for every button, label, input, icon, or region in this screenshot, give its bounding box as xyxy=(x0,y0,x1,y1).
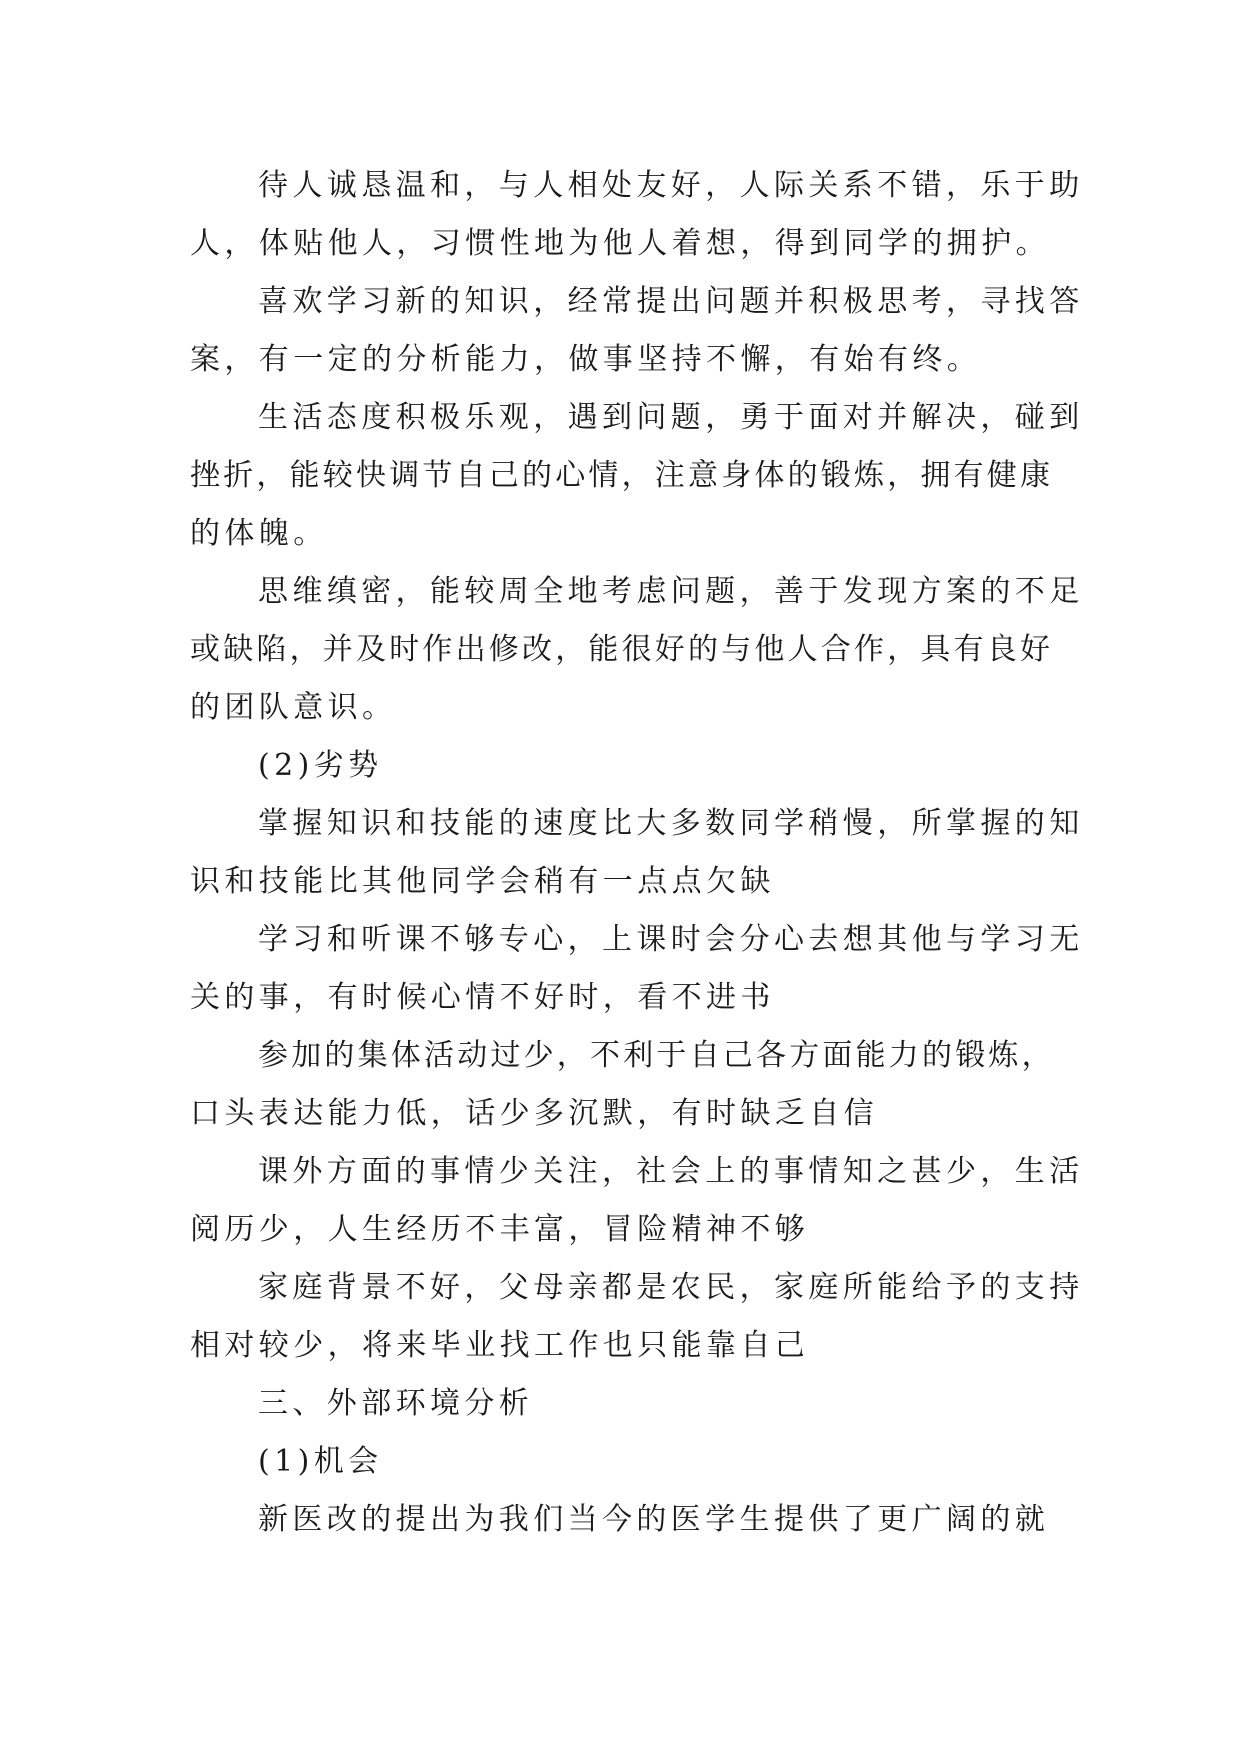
text-line: 掌握知识和技能的速度比大多数同学稍慢，所掌握的知 xyxy=(258,806,1084,841)
text-line: 的团队意识。 xyxy=(190,690,397,725)
text-line: 新医改的提出为我们当今的医学生提供了更广阔的就 xyxy=(258,1502,1050,1537)
section-heading: 三、外部环境分析 xyxy=(258,1386,534,1421)
text-line: 阅历少，人生经历不丰富，冒险精神不够 xyxy=(190,1212,810,1247)
text-line: 待人诚恳温和，与人相处友好，人际关系不错，乐于助 xyxy=(258,168,1084,203)
text-line: 生活态度积极乐观，遇到问题，勇于面对并解决，碰到 xyxy=(258,400,1084,435)
text-line: 相对较少，将来毕业找工作也只能靠自己 xyxy=(190,1328,810,1363)
text-line: 或缺陷，并及时作出修改，能很好的与他人合作，具有良好 xyxy=(190,632,1054,667)
text-line: 关的事，有时候心情不好时，看不进书 xyxy=(190,980,775,1015)
text-line: 思维缜密，能较周全地考虑问题，善于发现方案的不足 xyxy=(258,574,1084,609)
text-line: 喜欢学习新的知识，经常提出问题并积极思考，寻找答 xyxy=(258,284,1084,319)
text-line: 识和技能比其他同学会稍有一点点欠缺 xyxy=(190,864,775,899)
text-line: 学习和听课不够专心，上课时会分心去想其他与学习无 xyxy=(258,922,1084,957)
text-line: 家庭背景不好，父母亲都是农民，家庭所能给予的支持 xyxy=(258,1270,1084,1305)
text-line: 口头表达能力低，话少多沉默，有时缺乏自信 xyxy=(190,1096,878,1131)
subsection-heading: (1)机会 xyxy=(258,1444,383,1479)
text-line: 案，有一定的分析能力，做事坚持不懈，有始有终。 xyxy=(190,342,982,377)
text-line: 课外方面的事情少关注，社会上的事情知之甚少，生活 xyxy=(258,1154,1084,1189)
text-line: 人，体贴他人，习惯性地为他人着想，得到同学的拥护。 xyxy=(190,226,1050,261)
section-heading: (2)劣势 xyxy=(258,748,383,783)
text-line: 挫折，能较快调节自己的心情，注意身体的锻炼，拥有健康 xyxy=(190,458,1054,493)
text-line: 参加的集体活动过少，不利于自己各方面能力的锻炼， xyxy=(258,1038,1055,1073)
text-line: 的体魄。 xyxy=(190,516,328,551)
